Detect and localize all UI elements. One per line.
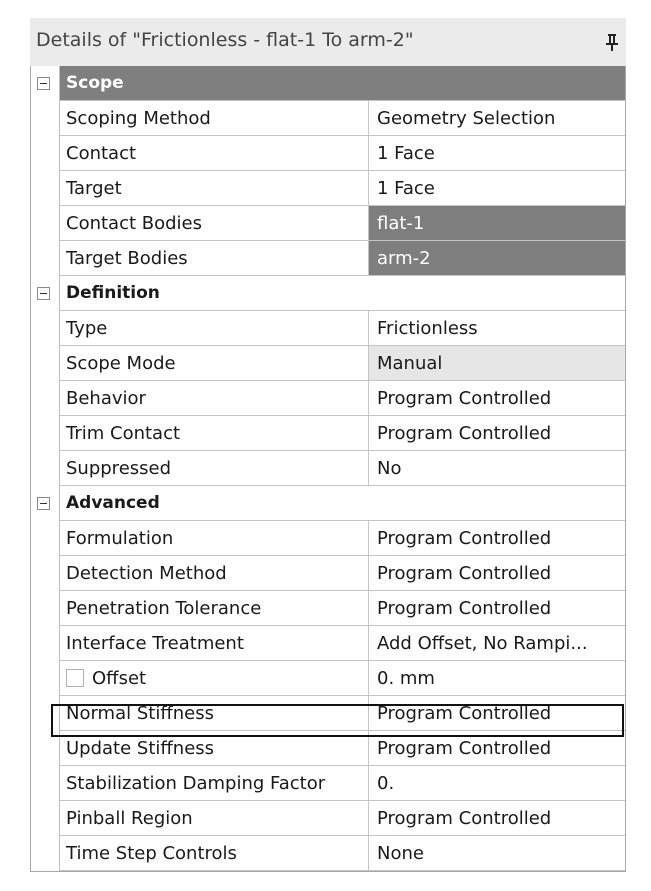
property-value-readonly[interactable]: Manual	[369, 346, 625, 381]
details-title: Details of "Frictionless - flat-1 To arm-2"	[36, 29, 414, 51]
property-row[interactable]	[31, 521, 625, 556]
offset-checkbox[interactable]	[66, 669, 84, 687]
property-name: Scoping Method	[60, 101, 369, 136]
property-value[interactable]: 1 Face	[369, 136, 625, 171]
property-row[interactable]	[31, 451, 625, 486]
property-name: Scope Mode	[60, 346, 369, 381]
pin-icon[interactable]	[604, 32, 620, 52]
property-name: Target Bodies	[60, 241, 369, 276]
property-row[interactable]	[31, 381, 625, 416]
property-value[interactable]: None	[369, 836, 625, 871]
property-row[interactable]	[31, 101, 625, 136]
property-name: Normal Stiffness	[60, 696, 369, 731]
section-label: Advanced	[60, 486, 625, 521]
property-name: Contact	[60, 136, 369, 171]
section-label: Definition	[60, 276, 625, 311]
property-row[interactable]	[31, 206, 625, 241]
property-name: Pinball Region	[60, 801, 369, 836]
property-value[interactable]: 1 Face	[369, 171, 625, 206]
section-header-definition[interactable]	[31, 276, 625, 311]
collapse-icon[interactable]	[37, 77, 50, 90]
section-header-advanced[interactable]	[31, 486, 625, 521]
property-value[interactable]: Program Controlled	[369, 416, 625, 451]
property-row[interactable]	[31, 416, 625, 451]
property-row[interactable]	[31, 696, 625, 731]
property-row[interactable]	[31, 171, 625, 206]
property-row[interactable]	[31, 556, 625, 591]
property-name: Time Step Controls	[60, 836, 369, 871]
property-row[interactable]	[31, 661, 625, 696]
property-row[interactable]	[31, 241, 625, 276]
details-title-bar	[30, 18, 626, 66]
property-value[interactable]: Program Controlled	[369, 381, 625, 416]
property-name: Type	[60, 311, 369, 346]
property-name: Formulation	[60, 521, 369, 556]
property-value[interactable]: Program Controlled	[369, 801, 625, 836]
property-name: Penetration Tolerance	[60, 591, 369, 626]
property-name: Suppressed	[60, 451, 369, 486]
property-row[interactable]	[31, 836, 625, 871]
property-name: Behavior	[60, 381, 369, 416]
property-value[interactable]: No	[369, 451, 625, 486]
property-value[interactable]: Geometry Selection	[369, 101, 625, 136]
section-label: Scope	[60, 66, 625, 101]
property-row[interactable]	[31, 731, 625, 766]
property-value[interactable]: Program Controlled	[369, 521, 625, 556]
property-row[interactable]	[31, 626, 625, 661]
property-name: Stabilization Damping Factor	[60, 766, 369, 801]
property-name: Trim Contact	[60, 416, 369, 451]
property-value[interactable]: 0.	[369, 766, 625, 801]
property-name: Contact Bodies	[60, 206, 369, 241]
property-value-selected[interactable]: arm-2	[369, 241, 625, 276]
property-row[interactable]	[31, 591, 625, 626]
property-row[interactable]	[31, 346, 625, 381]
property-name: Update Stiffness	[60, 731, 369, 766]
property-row[interactable]	[31, 801, 625, 836]
property-name-with-checkbox	[60, 661, 369, 696]
collapse-icon[interactable]	[37, 497, 50, 510]
property-name: Interface Treatment	[60, 626, 369, 661]
collapse-icon[interactable]	[37, 287, 50, 300]
property-row[interactable]	[31, 136, 625, 171]
property-value[interactable]: Frictionless	[369, 311, 625, 346]
section-header-scope[interactable]	[31, 66, 625, 101]
property-value[interactable]: Add Offset, No Rampi...	[369, 626, 625, 661]
property-name: Offset	[92, 668, 147, 689]
property-name: Target	[60, 171, 369, 206]
details-panel	[30, 18, 626, 880]
details-grid	[30, 66, 626, 872]
property-row[interactable]	[31, 766, 625, 801]
property-value[interactable]: Program Controlled	[369, 591, 625, 626]
property-value[interactable]: Program Controlled	[369, 556, 625, 591]
property-value[interactable]: Program Controlled	[369, 731, 625, 766]
property-value[interactable]: 0. mm	[369, 661, 625, 696]
property-value[interactable]: Program Controlled	[369, 696, 625, 731]
property-value-selected[interactable]: flat-1	[369, 206, 625, 241]
property-row[interactable]	[31, 311, 625, 346]
property-name: Detection Method	[60, 556, 369, 591]
